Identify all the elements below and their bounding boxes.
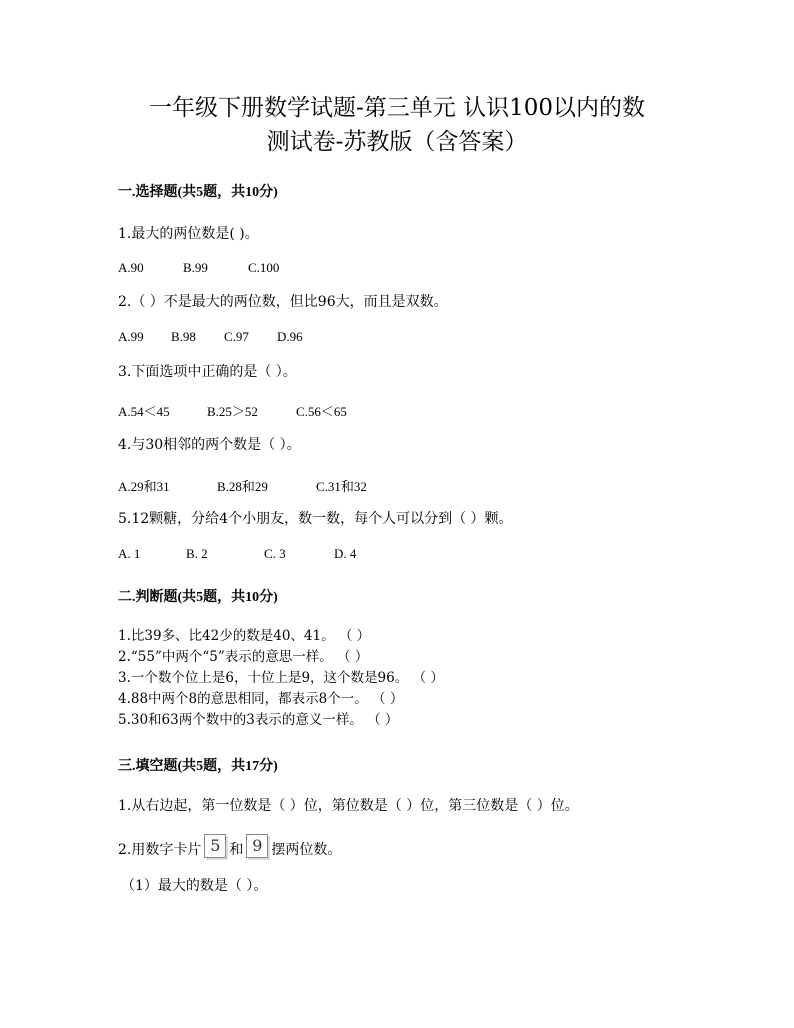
option: A.54＜45 [118, 404, 170, 419]
question-3: 3.下面选项中正确的是（ ）。 [118, 364, 297, 380]
option: D. 4 [334, 546, 357, 561]
question-1-options [118, 260, 279, 276]
fill-question-2-sub-1: （1）最大的数是（ ）。 [121, 878, 268, 894]
option: C.100 [248, 260, 280, 275]
digit-card-5: 5 [204, 834, 226, 858]
fill-question-2 [118, 838, 341, 862]
judge-item-5: 5.30和63两个数中的3表示的意义一样。 （ ） [118, 712, 399, 728]
question-2-options [118, 329, 303, 345]
question-1: 1.最大的两位数是( )。 [118, 226, 259, 242]
title-line-2: 测试卷-苏教版（含答案） [266, 129, 528, 155]
option: C. 3 [264, 546, 286, 561]
judge-item-4: 4.88中两个8的意思相同，都表示8个一。 （ ） [118, 691, 404, 707]
title-line-1: 一年级下册数学试题-第三单元 认识100以内的数 [149, 95, 645, 121]
section-heading-choice: 一.选择题(共5题，共10分) [118, 185, 278, 200]
section-heading-judge: 二.判断题(共5题，共10分) [118, 590, 278, 605]
fill-question-2-suffix: 摆两位数。 [271, 842, 342, 858]
question-5-options [118, 546, 356, 562]
option: B.99 [183, 260, 208, 275]
judge-item-1: 1.比39多、比42少的数是40、41。 （ ） [118, 628, 371, 644]
option: D.96 [277, 329, 303, 344]
option: A.29和31 [118, 479, 170, 494]
fill-question-2-mid: 和 [229, 842, 244, 858]
digit-card-9: 9 [246, 834, 268, 858]
option: A.99 [118, 329, 144, 344]
option: C.31和32 [316, 479, 367, 494]
option: C.97 [224, 329, 249, 344]
fill-question-1: 1.从右边起，第一位数是（ ）位，第位数是（ ）位，第三位数是（ ）位。 [118, 798, 579, 814]
question-5: 5.12颗糖，分给4个小朋友，数一数，每个人可以分到（ ）颗。 [118, 511, 513, 527]
option: B. 2 [186, 546, 208, 561]
judge-item-2: 2.“55”中两个“5”表示的意思一样。 （ ） [118, 649, 369, 665]
question-4-options [118, 476, 367, 495]
option: A.90 [118, 260, 144, 275]
option: A. 1 [118, 546, 141, 561]
question-4: 4.与30相邻的两个数是（ ）。 [118, 437, 301, 453]
question-3-options [118, 401, 347, 420]
option: C.56＜65 [296, 404, 347, 419]
option: B.28和29 [217, 479, 268, 494]
fill-question-2-prefix: 2.用数字卡片 [118, 842, 202, 858]
option: B.25＞52 [207, 404, 258, 419]
question-2: 2.（ ）不是最大的两位数，但比96大，而且是双数。 [118, 294, 448, 310]
option: B.98 [171, 329, 196, 344]
judge-item-3: 3.一个数个位上是6，十位上是9，这个数是96。 （ ） [118, 670, 444, 686]
section-heading-fill: 三.填空题(共5题，共17分) [118, 759, 278, 774]
